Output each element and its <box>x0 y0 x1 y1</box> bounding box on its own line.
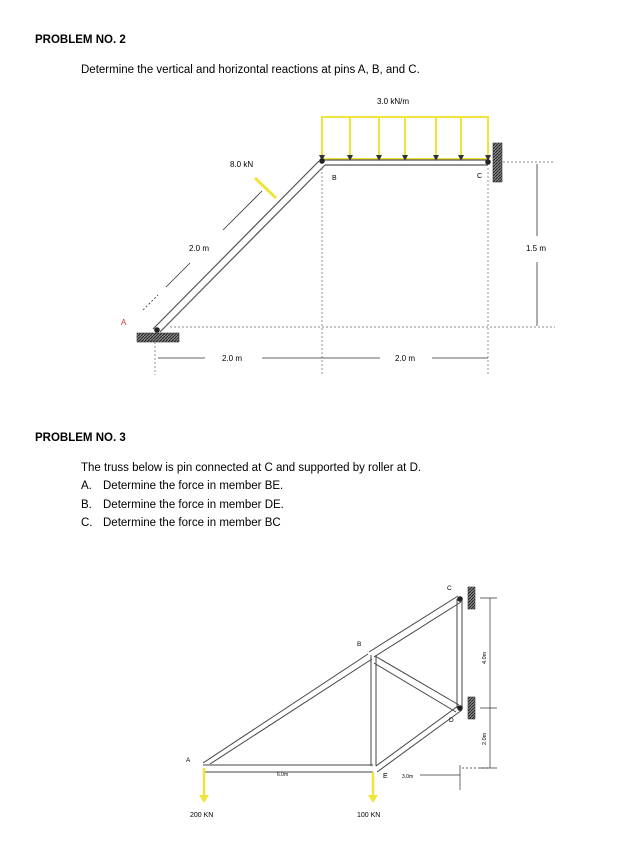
roller-d <box>457 705 463 711</box>
point-load-label: 8.0 kN <box>230 160 254 169</box>
load-a-label: 200 KN <box>190 812 214 819</box>
list-marker: A. <box>81 480 92 492</box>
pin-c <box>485 159 491 165</box>
problem-3-title: PROBLEM NO. 3 <box>35 432 126 444</box>
list-text: Determine the force in member BC <box>103 517 281 529</box>
load-a-head <box>199 795 209 803</box>
truss-label-c: C <box>447 585 452 592</box>
label-b: B <box>332 175 337 182</box>
member-dim-label: 2.0 m <box>189 244 210 253</box>
support-c <box>493 143 502 182</box>
support-a <box>137 333 179 342</box>
support-d <box>468 697 475 719</box>
member-ab-inner <box>160 165 325 332</box>
distributed-load-label: 3.0 kN/m <box>377 97 410 106</box>
truss-label-a: A <box>186 757 191 764</box>
label-c: C <box>477 173 483 180</box>
distributed-load <box>322 117 488 159</box>
problem-2-title: PROBLEM NO. 2 <box>35 34 126 46</box>
dim-ed-label: 3.0m <box>402 774 414 780</box>
list-text: Determine the force in member DE. <box>103 499 284 511</box>
truss-label-e: E <box>383 773 388 780</box>
load-e-label: 100 KN <box>357 812 381 819</box>
dim-height-label: 1.5 m <box>526 244 547 253</box>
dim-right-label: 2.0 m <box>395 354 416 363</box>
problem-3-truss-diagram <box>203 596 462 772</box>
truss-label-d: D <box>449 717 454 724</box>
member-dim-extension <box>143 295 158 310</box>
dim-left-label: 2.0 m <box>222 354 243 363</box>
pin-c <box>457 596 463 602</box>
problem-2-prompt: Determine the vertical and horizontal reactions at pins A, B, and C. <box>81 64 420 76</box>
problem-3-annotations <box>186 585 497 819</box>
label-a: A <box>121 318 127 327</box>
pin-b <box>319 158 325 164</box>
dim-top-label: 4.0m <box>482 651 488 664</box>
member-dim-line <box>166 263 190 287</box>
dim-ae-label: 6.0m <box>277 772 289 778</box>
member-ab <box>153 161 319 329</box>
problem-3-prompt: The truss below is pin connected at C and supported by roller at D. <box>81 462 422 474</box>
list-marker: C. <box>81 517 93 529</box>
load-e-head <box>368 795 378 803</box>
pin-a <box>154 327 160 333</box>
list-marker: B. <box>81 499 92 511</box>
dim-bottom-label: 2.0m <box>482 732 488 745</box>
support-c <box>468 587 475 609</box>
problem-2-frame-diagram <box>121 97 555 375</box>
truss-label-b: B <box>357 641 362 648</box>
list-text: Determine the force in member BE. <box>103 480 284 492</box>
